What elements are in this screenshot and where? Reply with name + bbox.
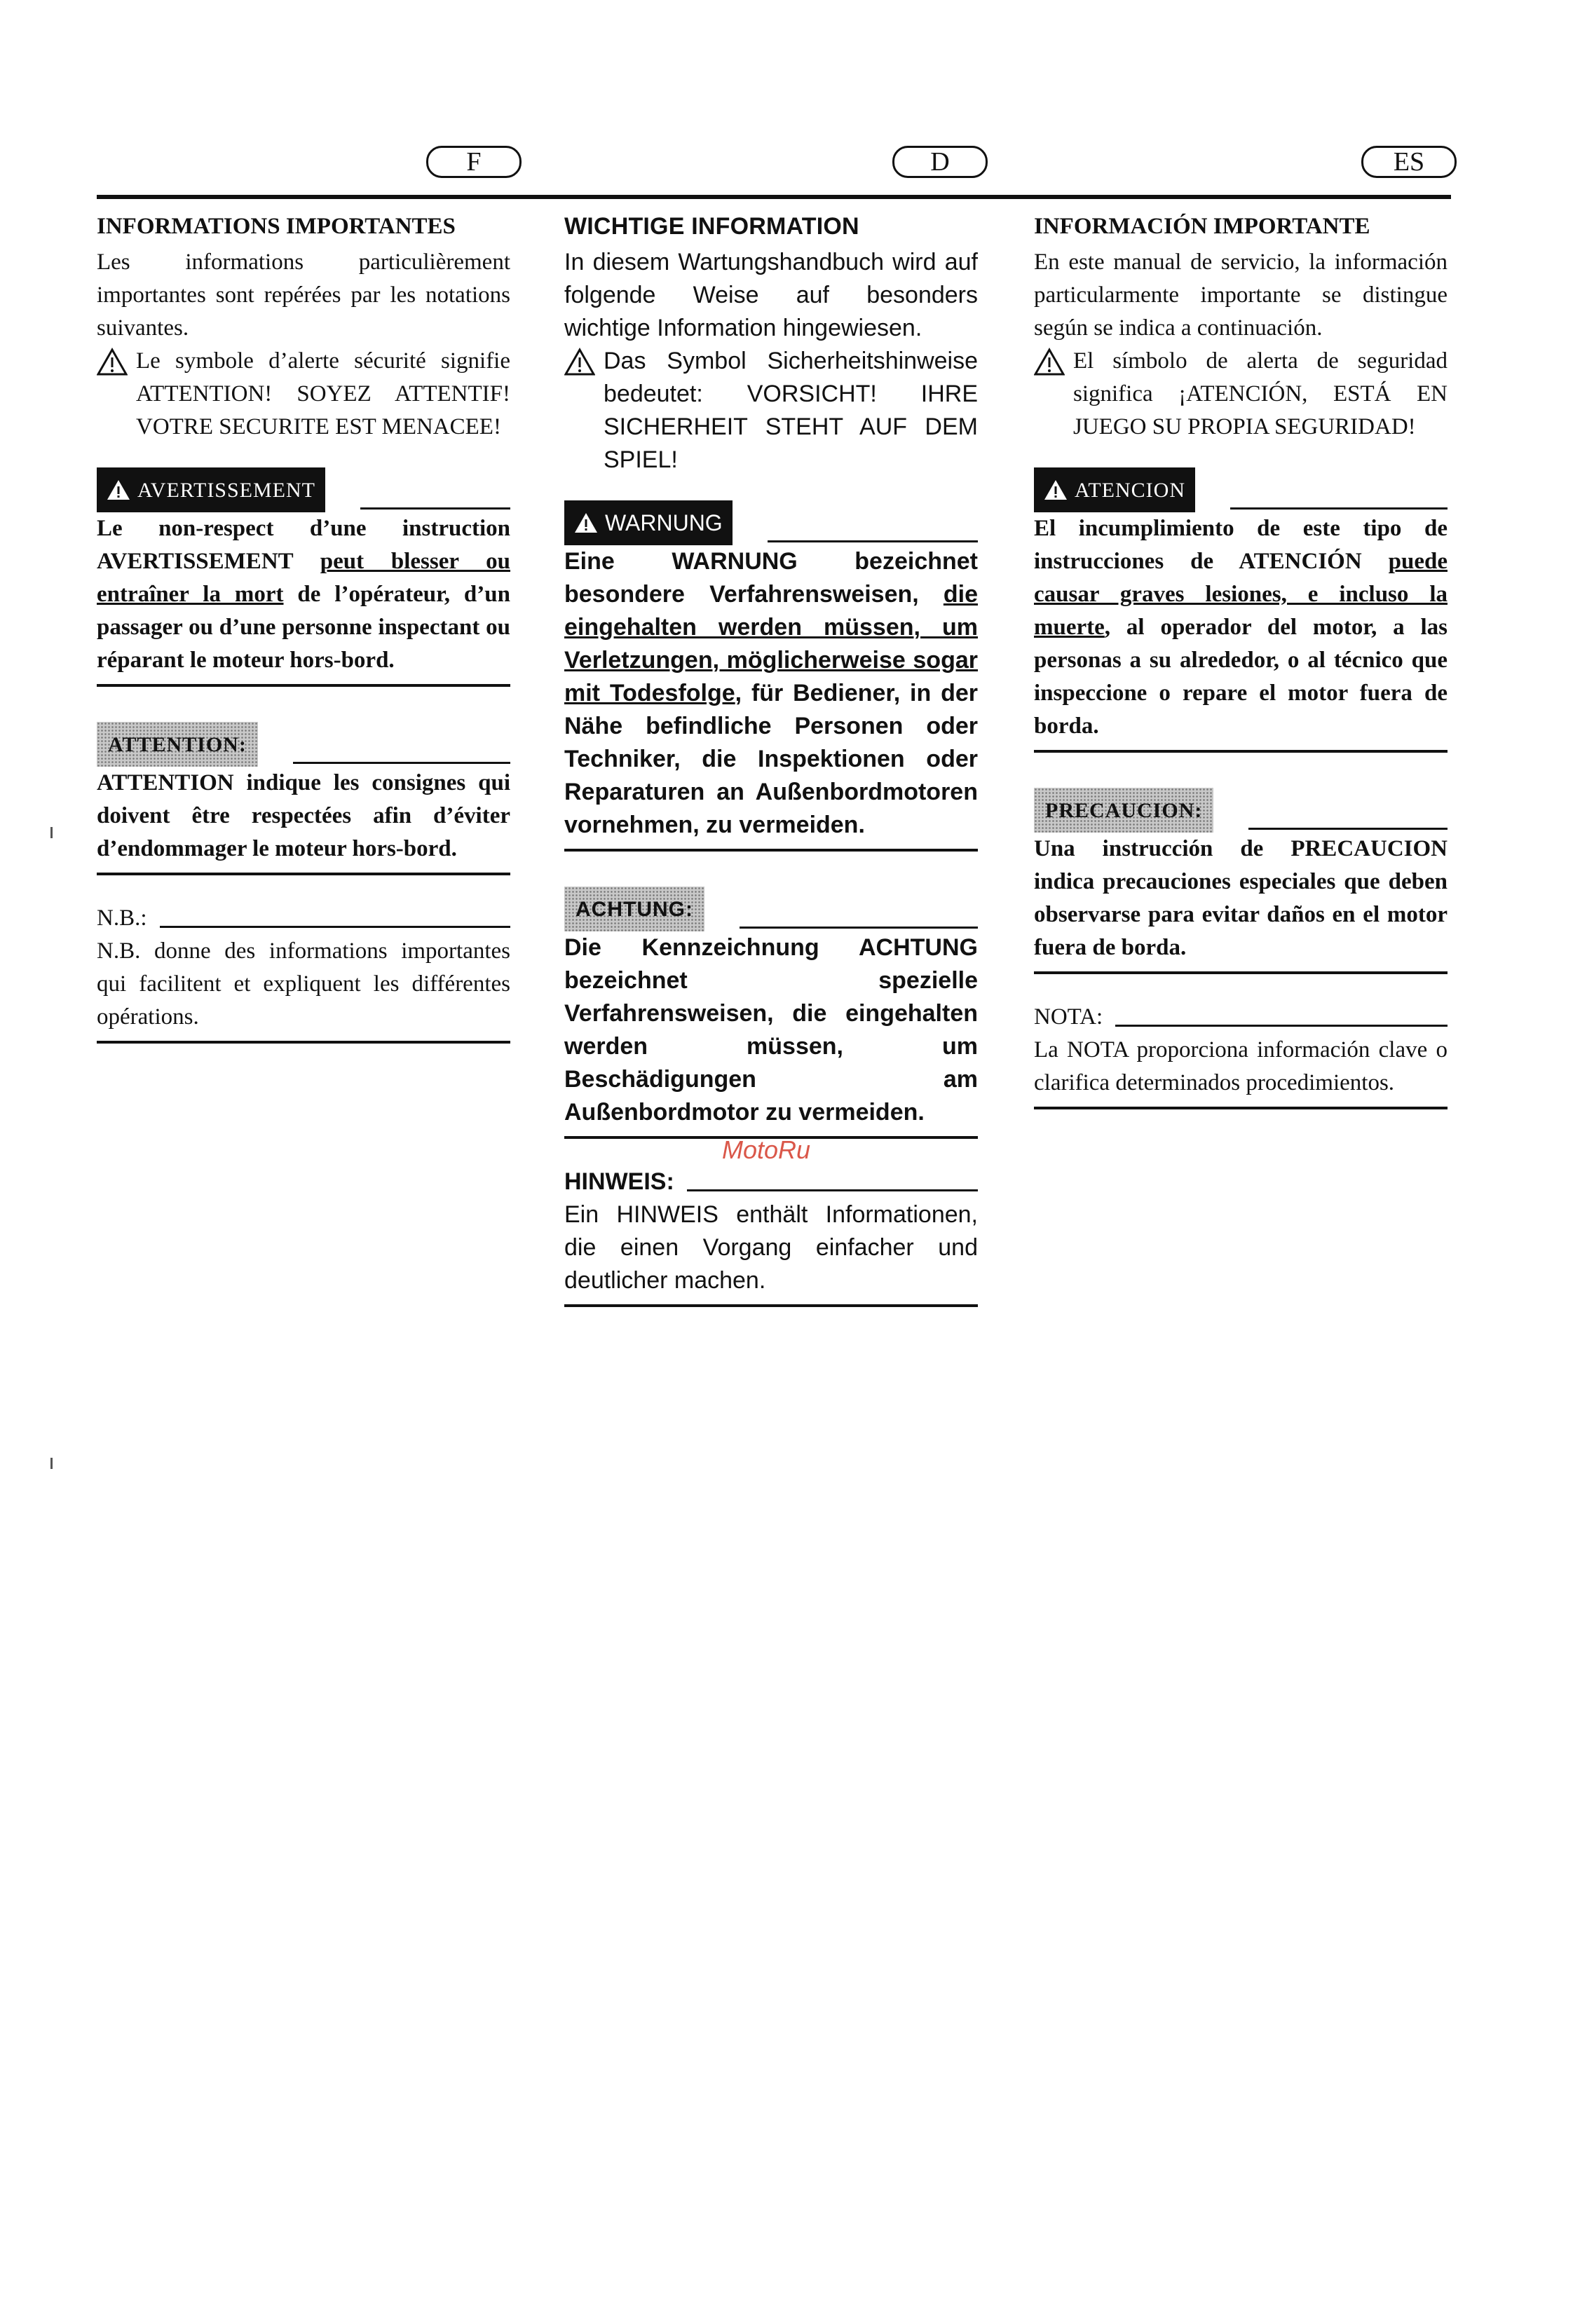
french-title: INFORMATIONS IMPORTANTES [97,214,456,239]
french-warning-label: AVERTISSEMENT [137,478,315,502]
german-warning-label: WARNUNG [605,510,723,535]
french-warning-text-underlined: peut blesser ou entraîner la mort [97,549,510,607]
spanish-note-line [1115,1025,1448,1027]
german-warning-text-underlined: die eingehalten werden müssen, um Verletzungen, möglicherweise sogar mit Todesfolge [564,581,978,706]
alert-triangle-icon [1034,348,1065,376]
spanish-warning-rule [1034,750,1448,753]
french-symbol-text: Le symbole d’alerte sécurité signifie ATTENTION! SOYEZ ATTENTIF! VOTRE SECURITE EST MENACEE! [136,348,510,439]
spanish-note-rule [1034,1107,1448,1109]
french-note-text: N.B. donne des informations importantes qui facilitent et expliquent les différentes opérations. [97,938,510,1030]
german-warning-rule [564,849,978,852]
french-caution-rule [97,873,510,875]
tab-german: D [892,146,988,178]
spanish-note-label: NOTA: [1034,1004,1103,1030]
german-warning-text-b: , für Bediener, in der Nähe befindliche Personen oder Techniker, die Inspektionen oder Reparaturen an Außenbordmotoren vornehmen, zu vermeiden. [564,680,979,838]
german-caution-text: Die Kennzeichnung ACHTUNG bezeichnet spezielle Verfahrensweisen, die eingehalten werden müssen, um Beschädigungen am Außenbordmotor zu vermeiden. [564,934,978,1126]
german-title: WICHTIGE INFORMATION [564,213,859,240]
german-caution-line [740,927,978,929]
french-caution-line [293,762,510,764]
scan-mark [50,1458,53,1469]
alert-triangle-icon [564,348,595,376]
german-warning-badge [564,500,733,545]
spanish-caution-line [1248,828,1448,830]
french-caution-text: ATTENTION indique les consignes qui doivent être respectées afin d’éviter d’endommager le moteur hors-bord. [97,770,510,861]
spanish-intro: En este manual de servicio, la información particularmente importante se distingue según se indica a continuación. [1034,250,1448,341]
spanish-warning-text-b: , al operador del motor, a las personas a su alrededor, o al técnico que inspeccione o repare el motor fuera de borda. [1034,615,1448,739]
spanish-symbol-note [1034,345,1448,444]
french-caution-label-row [97,715,510,767]
spanish-caution-text: Una instrucción de PRECAUCION indica precauciones especiales que deben observarse para evitar daños en el motor fuera de borda. [1034,836,1448,960]
german-warning-text-a: Eine WARNUNG bezeichnet besondere Verfahrensweisen, [564,548,978,608]
alert-triangle-icon [97,348,128,376]
french-note-label: N.B.: [97,905,147,931]
french-symbol-note [97,345,510,444]
german-note-rule [564,1304,978,1307]
french-warning-badge [97,467,325,512]
german-warning-label-row [564,493,978,545]
german-note-line [687,1189,978,1191]
spanish-warning-badge [1034,467,1195,512]
spanish-column [1034,210,1448,1128]
french-note-line [160,926,510,928]
warning-triangle-icon [574,512,598,533]
spanish-note-text: La NOTA proporciona información clave o clarifica determinados procedimientos. [1034,1037,1448,1095]
french-warning-rule [97,684,510,687]
tab-spanish: ES [1361,146,1457,178]
spanish-warning-text [1034,512,1448,743]
french-column [97,210,510,1062]
scan-mark [50,827,53,838]
german-warning-line [768,540,978,542]
german-symbol-text: Das Symbol Sicherheitshinweise bedeutet: VORSICHT! IHRE SICHERHEIT STEHT AUF DEM SPIEL! [604,348,978,473]
spanish-note-label-row [1034,1001,1448,1034]
german-note-label: HINWEIS: [564,1168,674,1195]
spanish-caution-badge: PRECAUCION: [1034,788,1213,833]
french-intro: Les informations particulièrement importantes sont repérées par les notations suivantes. [97,250,510,341]
french-warning-label-row [97,460,510,512]
german-note-label-row [564,1166,978,1198]
spanish-symbol-text: El símbolo de alerta de seguridad significa ¡ATENCIÓN, ESTÁ EN JUEGO SU PROPIA SEGURIDAD! [1073,348,1448,439]
german-note-text: Ein HINWEIS enthält Informationen, die einen Vorgang einfacher und deutlicher machen. [564,1201,978,1294]
spanish-caution-label-row [1034,781,1448,833]
header-rule [97,195,1451,199]
spanish-warning-text-a: El incumplimiento de este tipo de instrucciones de ATENCIÓN [1034,516,1448,574]
french-caution-badge: ATTENTION: [97,722,258,767]
french-note-label-row [97,902,510,935]
german-warning-text [564,545,978,842]
watermark-text: MotoRu [722,1135,811,1164]
german-symbol-note [564,345,978,477]
german-intro: In diesem Wartungshandbuch wird auf folgende Weise auf besonders wichtige Information hingewiesen. [564,249,978,341]
german-caution-label-row [564,880,978,931]
french-warning-text-a: Le non-respect d’une instruction AVERTISSEMENT [97,516,510,574]
spanish-warning-line [1230,507,1448,510]
spanish-warning-label: ATENCION [1075,478,1185,502]
spanish-title: INFORMACIÓN IMPORTANTE [1034,214,1370,239]
tab-french: F [426,146,522,178]
spanish-caution-rule [1034,971,1448,974]
german-caution-badge: ACHTUNG: [564,887,704,931]
spanish-warning-label-row [1034,460,1448,512]
warning-triangle-icon [107,479,130,500]
spanish-warning-text-underlined: puede causar graves lesiones, e incluso la muerte [1034,549,1448,640]
warning-triangle-icon [1044,479,1068,500]
french-warning-line [360,507,510,510]
french-warning-text-b: de l’opérateur, d’un passager ou d’une personne inspectant ou réparant le moteur hors-bord. [97,582,510,673]
french-note-rule [97,1041,510,1044]
french-warning-text [97,512,510,677]
